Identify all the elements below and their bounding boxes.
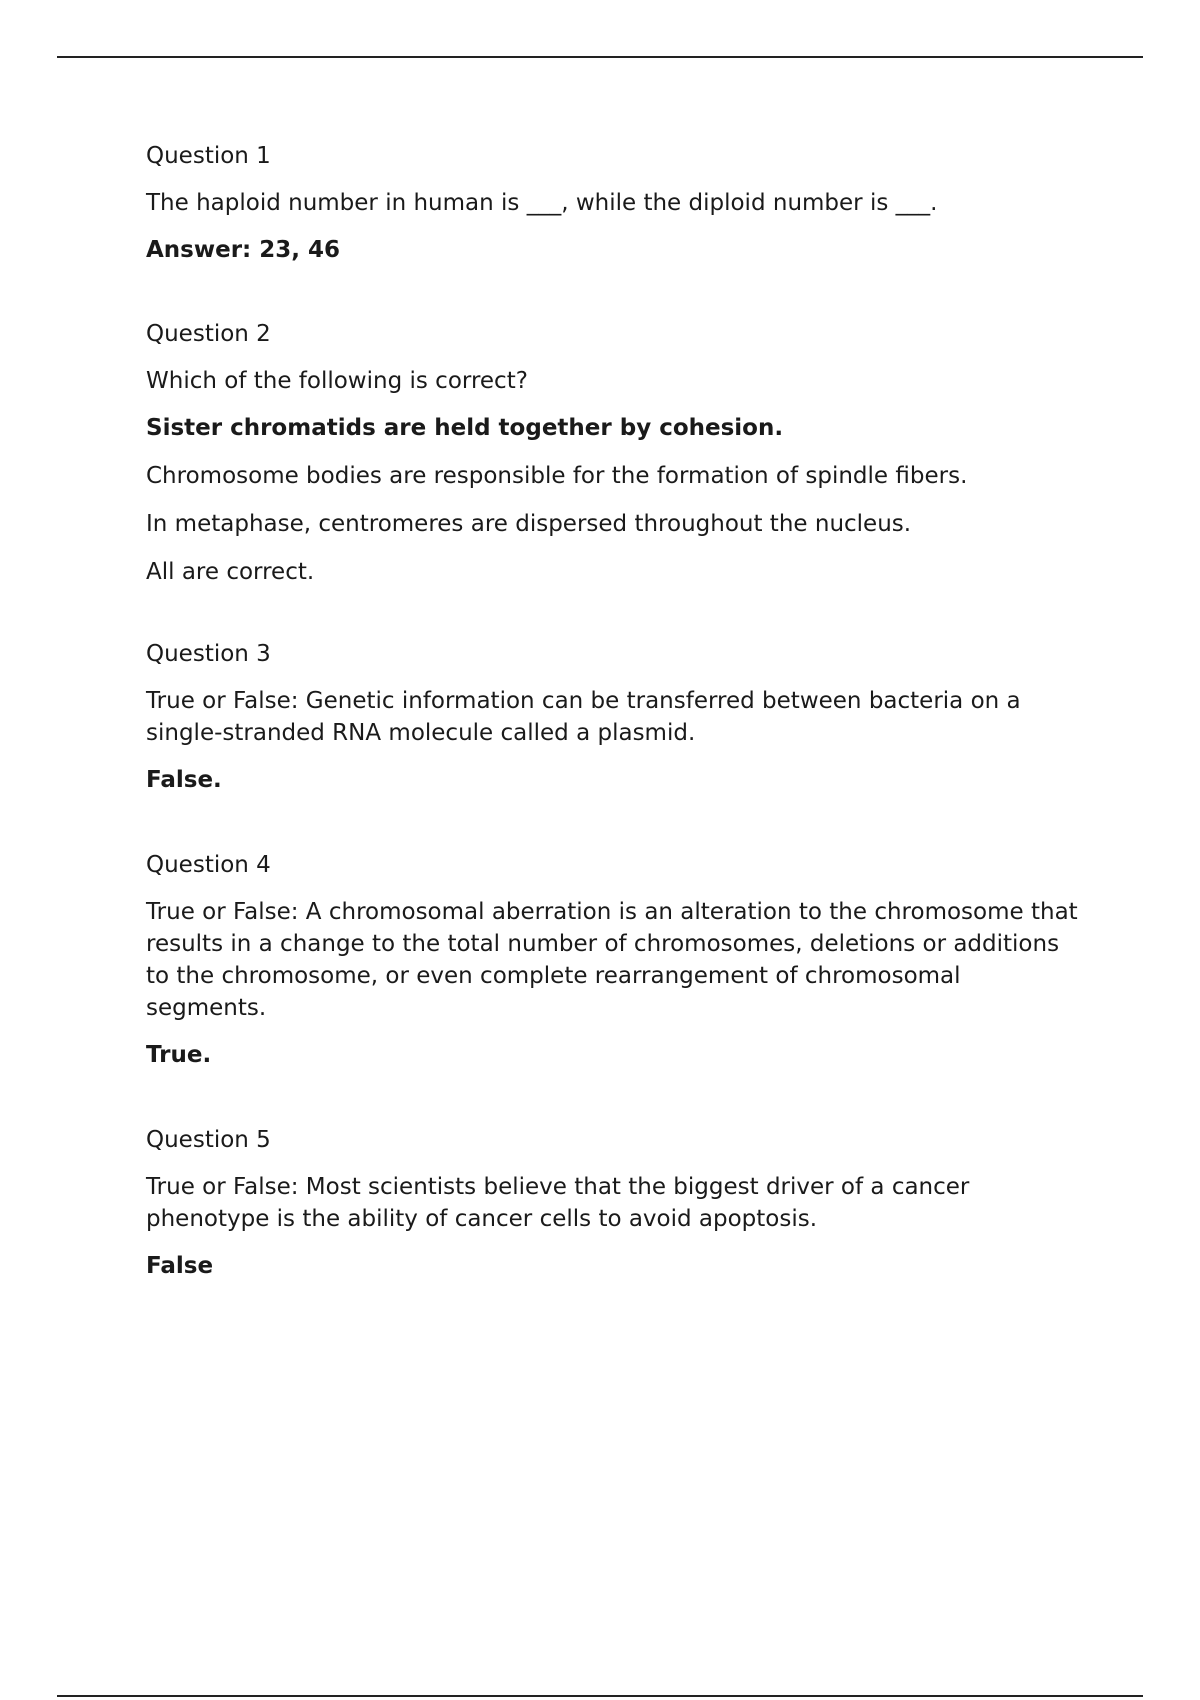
question-5	[146, 1124, 1086, 1282]
question-answer: False	[146, 1253, 214, 1279]
question-text: True or False: Genetic information can be transferred between bacteria on a single-stranded RNA molecule called a plasmid.	[146, 688, 1021, 746]
question-text: The haploid number in human is ___, while the diploid number is ___.	[146, 190, 938, 216]
answer-option: Chromosome bodies are responsible for the formation of spindle fibers.	[146, 463, 968, 489]
question-text: Which of the following is correct?	[146, 368, 528, 394]
question-label: Question 1	[146, 143, 271, 169]
question-label: Question 2	[146, 321, 271, 347]
question-1	[146, 140, 1086, 266]
document-body	[146, 140, 1086, 1334]
question-text: True or False: A chromosomal aberration is an alteration to the chromosome that results in a change to the total number of chromosomes, deletions or additions to the chromosome, or even complete rearrangement of chromosomal segments.	[146, 899, 1078, 1021]
question-label: Question 4	[146, 852, 271, 878]
answer-option-correct: Sister chromatids are held together by cohesion.	[146, 415, 784, 441]
question-3	[146, 638, 1086, 796]
bottom-rule	[57, 1695, 1143, 1697]
question-answer: False.	[146, 767, 222, 793]
question-answer: Answer: 23, 46	[146, 237, 341, 263]
question-4	[146, 849, 1086, 1071]
question-2	[146, 318, 1086, 588]
question-answer: True.	[146, 1042, 212, 1068]
question-label: Question 3	[146, 641, 271, 667]
answer-option: All are correct.	[146, 559, 315, 585]
top-rule	[57, 56, 1143, 58]
question-label: Question 5	[146, 1127, 271, 1153]
question-text: True or False: Most scientists believe that the biggest driver of a cancer phenotype is the ability of cancer cells to avoid apoptosis.	[146, 1174, 970, 1232]
answer-option: In metaphase, centromeres are dispersed throughout the nucleus.	[146, 511, 912, 537]
